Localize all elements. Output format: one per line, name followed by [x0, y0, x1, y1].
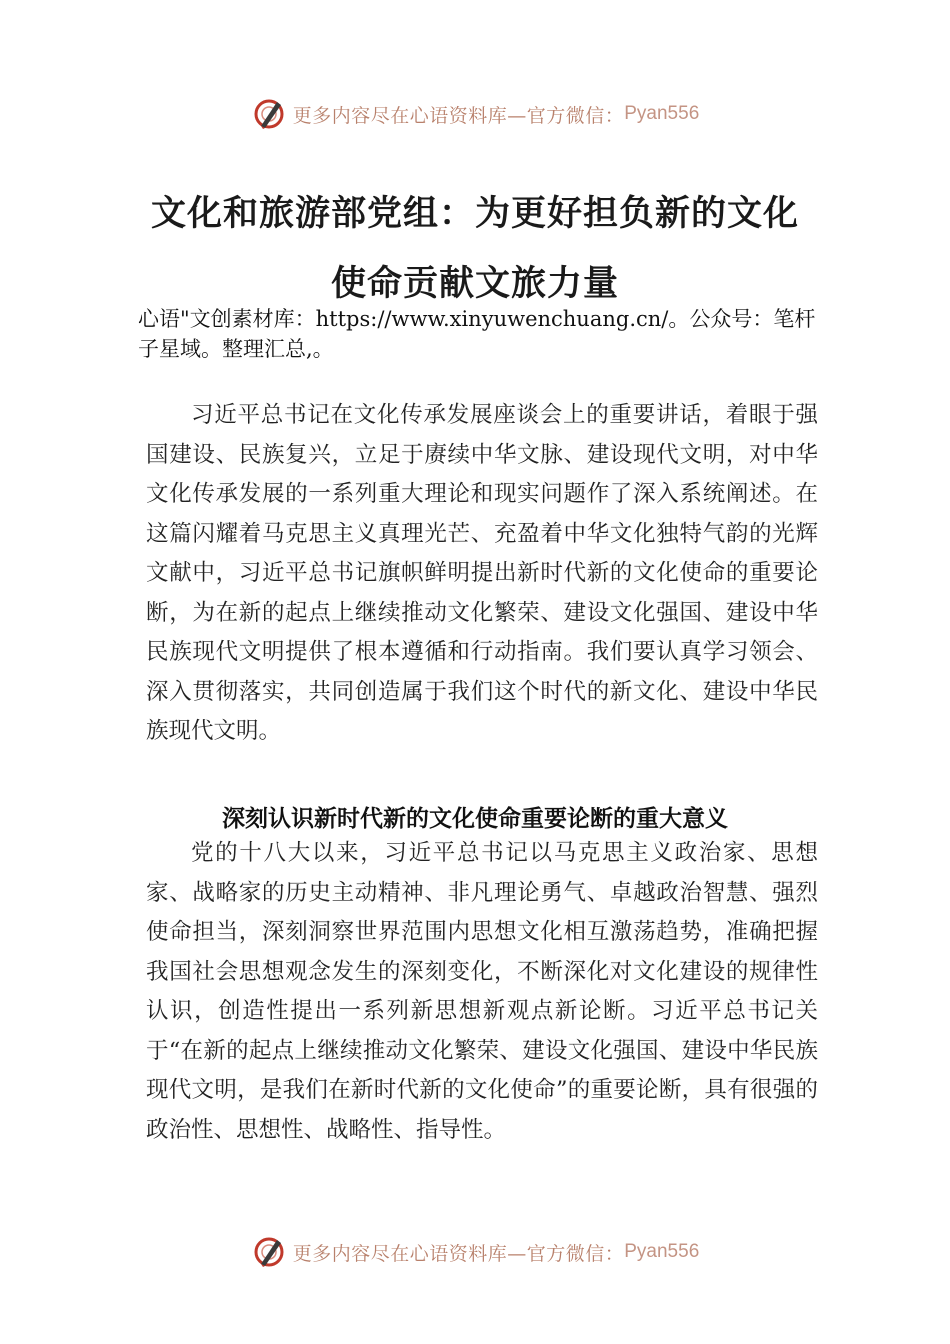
banner-wechat-id: Pyan556 — [624, 103, 700, 124]
banner-text: 更多内容尽在心语资料库—官方微信： — [292, 104, 625, 127]
pen-logo-icon — [251, 1234, 287, 1270]
paragraph-2: 党的十八大以来，习近平总书记以马克思主义政治家、思想家、战略家的历史主动精神、非凡理论勇气、卓越政治智慧、强烈使命担当，深刻洞察世界范围内思想文化相互激荡趋势，准确把握我国社会思想观念发生的深刻变化，不断深化对文化建设的规律性认识，创造性提出一系列新思想新观点新论断。习近平总书记关于“在新的起点上继续推动文化繁荣、建设文化强国、建设中华民族现代文明，是我们在新时代新的文化使命”的重要论断，具有很强的政治性、思想性、战略性、指导性。 — [146, 840, 818, 1143]
banner-text: 更多内容尽在心语资料库—官方微信： — [292, 1242, 625, 1265]
document-title-line-1: 文化和旅游部党组：为更好担负新的文化 — [150, 193, 799, 234]
header-banner — [0, 92, 950, 136]
banner-wechat-id: Pyan556 — [624, 1241, 700, 1262]
paragraph-1: 习近平总书记在文化传承发展座谈会上的重要讲话，着眼于强国建设、民族复兴，立足于赓续中华文脉、建设现代文明，对中华文化传承发展的一系列重大理论和现实问题作了深入系统阐述。在这篇闪耀着马克思主义真理光芒、充盈着中华文化独特气韵的光辉文献中，习近平总书记旗帜鲜明提出新时代新的文化使命的重要论断，为在新的起点上继续推动文化繁荣、建设文化强国、建设中华民族现代文明提供了根本遵循和行动指南。我们要认真学习领会、深入贯彻落实，共同创造属于我们这个时代的新文化、建设中华民族现代文明。 — [146, 402, 818, 744]
pen-logo-icon — [251, 96, 287, 132]
document-title-line-2: 使命贡献文旅力量 — [330, 263, 619, 304]
footer-banner — [0, 1230, 950, 1274]
source-note: 心语"文创素材库：https://www.xinyuwenchuang.cn/。公众号：笔杆子星域。整理汇总,。 — [138, 307, 816, 361]
section-heading: 深刻认识新时代新的文化使命重要论断的重大意义 — [222, 806, 728, 832]
